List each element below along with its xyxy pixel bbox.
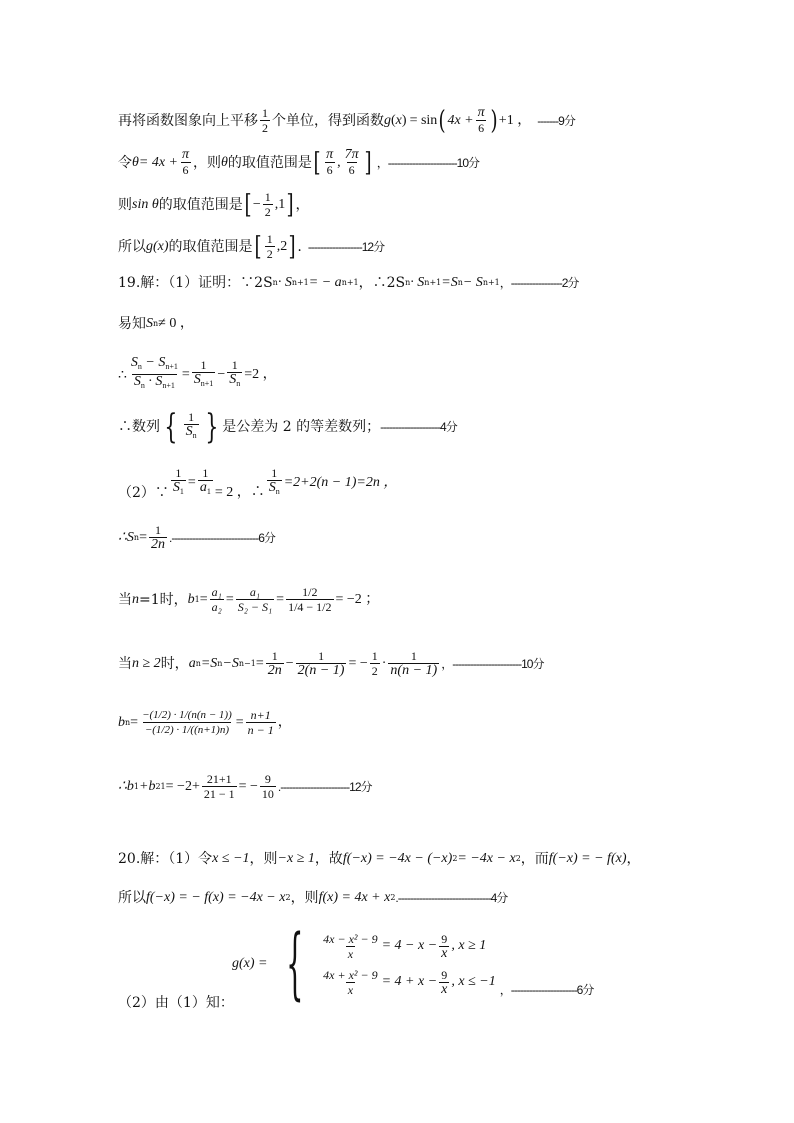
sub: n: [153, 319, 159, 328]
math: =: [235, 714, 244, 730]
line-3: [118, 190, 309, 219]
math: = 2 ，∴: [214, 484, 265, 500]
math: f(−x) = − f(x): [548, 851, 627, 866]
den: 2: [266, 247, 273, 261]
line-2: [118, 148, 479, 177]
math: = sin: [409, 112, 438, 128]
num: 9: [441, 967, 448, 982]
den: x: [441, 981, 448, 997]
math: =: [187, 474, 196, 490]
sup: 2: [452, 854, 458, 863]
text: ，则: [193, 154, 222, 171]
text: ，而: [520, 851, 549, 867]
math: = 4 + x −: [381, 974, 438, 989]
fraction: [171, 466, 186, 499]
math: =S: [441, 275, 458, 290]
line-14: [118, 772, 372, 801]
sup: 2: [285, 893, 291, 902]
fraction-pi-6: [476, 106, 487, 135]
den: [227, 372, 242, 391]
sub: 1: [133, 781, 140, 791]
case-1: [319, 928, 496, 964]
math: = −2 ；: [335, 591, 380, 607]
den: [192, 372, 216, 391]
score: ，-----------------------10分: [376, 155, 480, 170]
line-5: [118, 273, 578, 293]
sub: n: [405, 278, 411, 287]
sub: n: [272, 278, 278, 287]
text: ，则: [290, 890, 319, 906]
math: −S: [222, 655, 239, 671]
text: ，则: [249, 851, 278, 867]
fraction: [227, 358, 242, 391]
den: x: [441, 945, 448, 961]
fraction: [266, 649, 284, 678]
t: S: [268, 480, 276, 495]
t: S: [172, 480, 180, 495]
bracket-close: ]: [286, 189, 294, 220]
sub: n+1: [424, 278, 442, 287]
sup: 2: [515, 854, 521, 863]
cases: [319, 928, 496, 1000]
den: [267, 480, 282, 499]
math: ，: [277, 714, 292, 730]
math: g(x): [146, 238, 169, 254]
math: = −: [348, 655, 368, 671]
math: +b: [139, 778, 156, 794]
math: =2+2(n − 1)=2n ，: [283, 474, 398, 490]
bracket-close: ]: [364, 147, 372, 178]
num: 1: [188, 410, 195, 424]
text: 当: [118, 655, 132, 672]
score: -------9分: [537, 113, 575, 128]
fraction: [210, 585, 224, 614]
text: 的取值范围是: [227, 154, 312, 171]
comma: ,: [337, 154, 341, 170]
sub: n+1: [482, 278, 500, 287]
text: 是公差为 2 的等差数列；: [222, 418, 381, 435]
text: （2）∵: [118, 484, 169, 501]
den: 2n: [150, 537, 165, 552]
num: 1: [264, 190, 271, 204]
math: = 4x +: [138, 154, 178, 170]
fraction: [202, 772, 237, 801]
math: = −2+: [165, 778, 200, 794]
math: · S: [277, 275, 292, 290]
num: π: [182, 147, 190, 162]
sub: 1: [194, 594, 200, 604]
math: =: [130, 714, 139, 730]
paren: (: [391, 112, 396, 128]
sub: n: [192, 431, 197, 440]
t: S: [229, 372, 237, 387]
num: 1: [410, 649, 417, 663]
den: S₂ − S₁: [237, 600, 273, 614]
math: b: [187, 591, 195, 607]
num: 1: [271, 466, 278, 480]
num: 1: [231, 358, 238, 372]
math: g(x) =: [232, 956, 268, 971]
num: −(1/2) · 1/(n(n − 1)): [142, 709, 232, 721]
math: −x ≥ 1: [277, 851, 315, 866]
paren: ): [401, 112, 407, 128]
sub: 1: [179, 487, 184, 496]
sub: n+1: [162, 381, 175, 390]
fraction: [321, 932, 379, 961]
num: 1: [318, 649, 325, 663]
den: −(1/2) · 1/((n+1)n): [144, 724, 229, 736]
den: 6: [182, 163, 189, 177]
num: 1: [175, 466, 182, 480]
math: ,2: [276, 238, 288, 254]
bracket-close: ]: [288, 231, 296, 262]
math: ∴S: [118, 529, 134, 545]
fraction: [343, 148, 361, 177]
text: 再将函数图象向上平移: [118, 112, 258, 129]
fraction: [180, 148, 191, 177]
text: ，故: [314, 851, 343, 867]
fraction: [263, 190, 273, 219]
sub: n: [236, 379, 241, 388]
fraction: [267, 466, 282, 499]
fraction: [370, 649, 380, 678]
math: a: [188, 655, 196, 671]
den: 1/4 − 1/2: [288, 600, 332, 614]
sub: n+1: [341, 278, 359, 287]
text: ∴: [118, 366, 127, 383]
den: 2n: [267, 663, 282, 678]
math: =: [181, 366, 190, 382]
den: 2(n − 1): [297, 663, 345, 678]
fraction: [246, 708, 276, 737]
score: ，----------------------6分: [499, 983, 594, 997]
num: 1: [266, 232, 273, 246]
t: S: [193, 372, 201, 387]
score: ------------------12分: [307, 239, 385, 254]
bracket-open: [: [313, 147, 321, 178]
num: 1: [371, 649, 378, 663]
fraction: [265, 232, 275, 261]
score: --------------------4分: [380, 419, 457, 434]
sub: n: [125, 717, 131, 727]
line-10: [118, 523, 275, 552]
math: =: [276, 591, 285, 607]
math: =2 ，: [244, 366, 277, 382]
math: +1 ，: [498, 112, 532, 128]
den: x: [347, 946, 354, 961]
fraction: [140, 708, 234, 737]
t: a: [199, 480, 207, 495]
line-8: [118, 406, 457, 447]
num: 1: [262, 106, 268, 120]
sub: n: [457, 278, 463, 287]
line-12: [118, 649, 543, 678]
score: ，-----------------2分: [499, 276, 579, 290]
den: 2: [371, 664, 378, 678]
fraction: [260, 772, 276, 801]
text: 所以: [118, 890, 146, 906]
num: 1: [202, 466, 209, 480]
den: n − 1: [247, 723, 274, 737]
line-13: [118, 708, 292, 737]
math: 4x +: [447, 112, 474, 128]
fraction: [388, 649, 439, 678]
t: S: [185, 424, 193, 439]
num: a₁: [249, 585, 261, 599]
math-theta: θ: [221, 154, 228, 170]
num: n+1: [250, 708, 271, 722]
fraction-half: [260, 106, 270, 135]
text: 的取值范围是: [158, 196, 243, 213]
brace-open: {: [285, 919, 304, 1009]
math: f(−x) = − f(x) = −4x − x: [146, 890, 286, 905]
math: , x ≥ 1: [451, 938, 487, 953]
piecewise-function: [232, 919, 594, 1009]
num: 1/2: [302, 585, 318, 599]
math: =: [255, 655, 264, 671]
math: ,1: [274, 196, 286, 212]
fraction: [321, 968, 379, 997]
line-16: [118, 888, 507, 908]
math-g: g: [384, 112, 391, 128]
den: [198, 480, 213, 499]
line-1: [118, 106, 575, 135]
math: n ≥ 2: [132, 655, 161, 671]
num: 7π: [344, 147, 359, 162]
text: 则: [118, 196, 132, 213]
den: 10: [261, 787, 274, 801]
text: ，∴2S: [358, 275, 406, 291]
num: 9: [441, 931, 448, 946]
line-6: [118, 314, 194, 334]
fraction: [129, 356, 180, 393]
den: a₂: [211, 600, 222, 614]
math: ·: [381, 655, 387, 671]
fraction: [184, 410, 199, 443]
text: ，: [295, 196, 310, 213]
sub: 1: [206, 487, 211, 496]
math: sin θ: [132, 196, 159, 212]
paren-open: (: [438, 105, 446, 136]
math-x: x: [395, 112, 402, 128]
num: 4x − x² − 9: [323, 931, 378, 946]
math: n: [132, 591, 139, 607]
score: .-----------------------------6分: [168, 530, 275, 545]
den: [132, 374, 177, 393]
fraction: [439, 932, 449, 961]
brace-close: }: [204, 406, 218, 447]
text: ，: [626, 851, 641, 867]
den: 2: [262, 121, 268, 135]
text: 易知: [118, 316, 146, 332]
text: 当: [118, 591, 132, 608]
line-11: [118, 585, 379, 614]
sub: n: [133, 532, 140, 542]
t: · S: [144, 374, 163, 389]
t: − S: [141, 355, 166, 370]
den: 6: [326, 163, 333, 177]
fraction: [439, 968, 449, 997]
math: =: [199, 591, 208, 607]
sub: n+1: [165, 362, 178, 371]
math: =: [225, 591, 234, 607]
text: 19.解：（1）证明：∵2S: [118, 275, 273, 291]
text: .: [297, 238, 302, 255]
text: 个单位，得到函数: [272, 112, 384, 129]
t: S: [130, 355, 138, 370]
num: 1: [154, 523, 161, 537]
bracket-open: [: [244, 189, 252, 220]
math: S: [146, 316, 153, 331]
fraction: [236, 585, 274, 614]
line-17-label: [118, 993, 234, 1013]
sub: n: [140, 381, 145, 390]
den: n(n − 1): [390, 663, 438, 678]
den: 21 − 1: [203, 787, 235, 801]
case-2: [319, 964, 496, 1000]
text: 20.解：（1）令: [118, 851, 213, 867]
score: ，-----------------------10分: [441, 656, 544, 671]
line-15: [118, 849, 640, 869]
den: 6: [348, 163, 355, 177]
paren-close: ): [490, 105, 498, 136]
text: （2）由（1）知：: [118, 995, 234, 1011]
math-theta: θ: [132, 154, 139, 170]
line-7: [118, 356, 277, 393]
line-4: [118, 232, 384, 261]
math: f(−x) = −4x − (−x): [342, 851, 453, 866]
text: ∴数列: [118, 418, 160, 435]
text: =1时，: [139, 591, 188, 608]
sub: n+1: [291, 278, 309, 287]
fraction: [198, 466, 213, 499]
sup: 2: [390, 893, 396, 902]
num: 21+1: [206, 772, 232, 786]
math: x ≤ −1: [212, 851, 250, 866]
math: ≠ 0 ，: [158, 316, 194, 331]
fraction: [149, 523, 167, 552]
num: 1: [271, 649, 278, 663]
math: −: [217, 366, 226, 382]
num: [129, 356, 180, 374]
sub: n+1: [200, 379, 214, 388]
math: − S: [462, 275, 483, 290]
score: .-----------------------12分: [277, 779, 372, 794]
sub: 21: [155, 781, 166, 791]
num: a₁: [211, 585, 222, 599]
text: 时，: [160, 655, 189, 672]
sub: n−1: [238, 658, 256, 668]
den: x: [347, 982, 354, 997]
math: b: [118, 714, 125, 730]
t: S: [133, 374, 141, 389]
math: = −: [238, 778, 258, 794]
sub: n: [137, 362, 142, 371]
math: = −4x − x: [457, 851, 516, 866]
math: ∴b: [118, 778, 134, 794]
num: π: [326, 147, 334, 162]
math: · S: [410, 275, 425, 290]
fraction: [296, 649, 347, 678]
num: 9: [264, 772, 271, 786]
fraction: [286, 585, 333, 614]
sub: n: [217, 658, 223, 668]
den: [184, 424, 199, 443]
sub: n: [195, 658, 201, 668]
num: π: [477, 105, 485, 120]
line-9: [118, 466, 398, 509]
math: =S: [200, 655, 218, 671]
text: 的取值范围是: [168, 238, 253, 255]
math: f(x) = 4x + x: [318, 890, 391, 905]
math: =: [139, 529, 147, 545]
math: −: [285, 655, 294, 671]
score: .-------------------------------4分: [395, 891, 508, 905]
math: = − a: [308, 275, 342, 290]
den: 2: [264, 205, 271, 219]
bracket-open: [: [254, 231, 262, 262]
text: 令: [118, 154, 132, 171]
sub: n: [275, 487, 280, 496]
math: = 4 − x −: [381, 938, 438, 953]
text: 所以: [118, 238, 146, 255]
brace-open: {: [164, 406, 178, 447]
den: [171, 480, 186, 499]
num: 4x + x² − 9: [323, 967, 378, 982]
math: , x ≤ −1: [451, 974, 496, 989]
den: 6: [478, 121, 485, 135]
num: 1: [200, 358, 207, 372]
fraction: [192, 358, 216, 391]
math: −: [252, 196, 261, 212]
fraction: [324, 148, 335, 177]
